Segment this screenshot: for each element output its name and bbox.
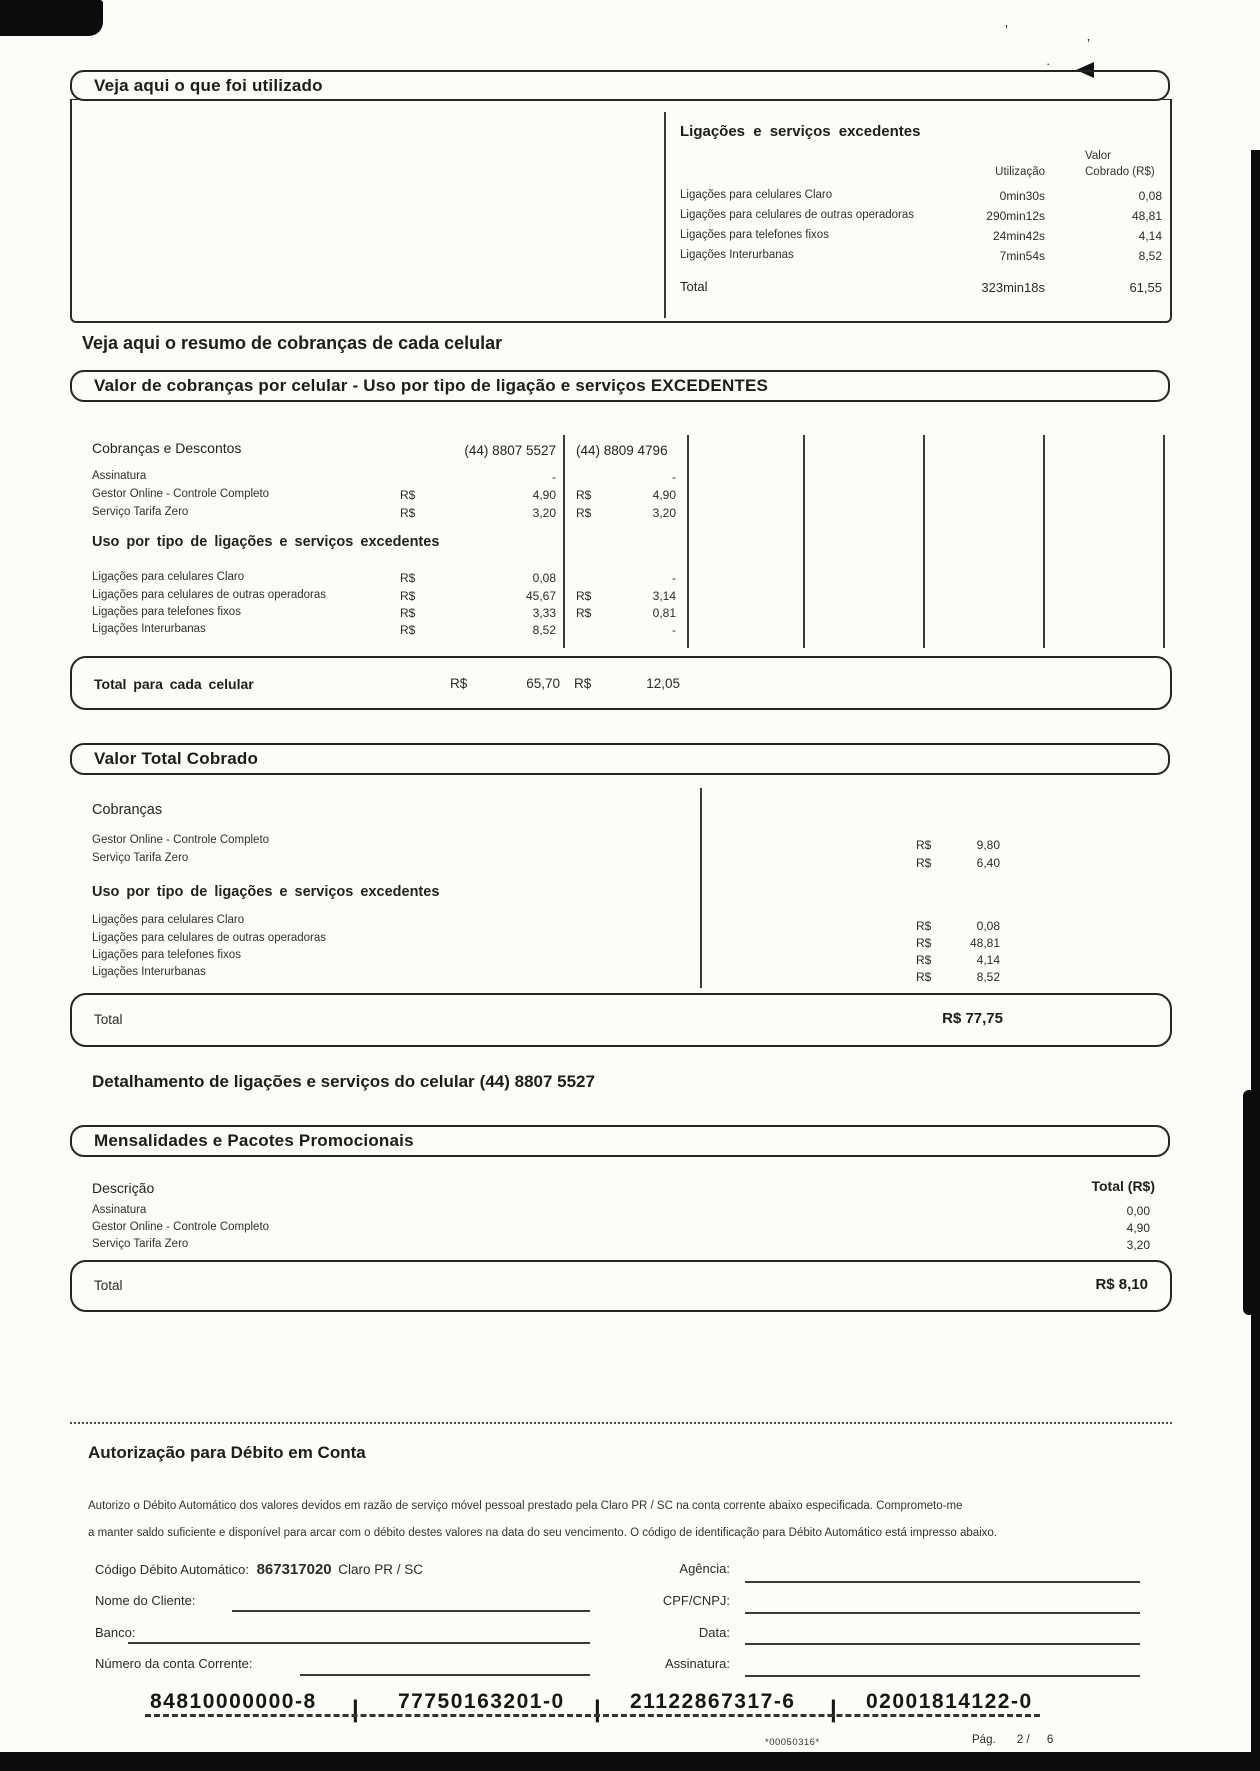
- scan-speck-3: ·: [1046, 56, 1051, 71]
- table-row-label: Serviço Tarifa Zero: [92, 852, 189, 864]
- section-utilizado-tab: [70, 70, 1170, 101]
- cobrancas-heading: Cobranças: [92, 802, 163, 818]
- cobrancas-descontos-label: Cobranças e Descontos: [92, 440, 242, 456]
- codigo-debito-label: Código Débito Automático:: [95, 1562, 249, 1577]
- row-currency: R$: [916, 919, 932, 933]
- descricao-col-header: Descrição: [92, 1180, 155, 1196]
- footer-page-indicator: [972, 1734, 1053, 1746]
- table-row-uso: 24min42s: [992, 229, 1045, 243]
- section-utilizado-title: Veja aqui o que foi utilizado: [94, 75, 323, 95]
- row-value: 4,90: [1126, 1221, 1150, 1235]
- row-c2-value: 3,20: [652, 506, 676, 520]
- excedentes-total-label: Total: [680, 279, 708, 294]
- barcode-group-3: 21122867317-6: [630, 1690, 796, 1713]
- row-value: 8,52: [976, 970, 1000, 984]
- valor-total-box: [70, 993, 1172, 1047]
- row-c2-value: 3,14: [652, 589, 676, 603]
- total-rs-col-header: Total (R$): [1091, 1178, 1155, 1194]
- barcode-separator: |: [594, 1696, 601, 1723]
- table-row-label: Ligações Interurbanas: [92, 966, 206, 978]
- row-value: 4,14: [976, 953, 1000, 967]
- footer-page-label: Pág.: [972, 1734, 996, 1746]
- table-row-uso: 7min54s: [999, 249, 1045, 263]
- cpf-cnpj-line: [745, 1612, 1140, 1614]
- codigo-debito-value: 867317020: [256, 1561, 332, 1578]
- excedentes-table-title: Ligações e serviços excedentes: [680, 123, 921, 140]
- section-mensalidades-tab: [70, 1125, 1170, 1157]
- table-row-label: Ligações para celulares Claro: [92, 571, 245, 583]
- barcode-group-2: 77750163201-0: [398, 1690, 565, 1713]
- scan-artifact-bottom-bar: [0, 1752, 1260, 1771]
- assinatura-label: Assinatura:: [664, 1656, 730, 1671]
- table-row-valor: 8,52: [1138, 249, 1162, 263]
- row-c1-value: 0,08: [532, 571, 556, 585]
- codigo-debito-row: [95, 1561, 423, 1578]
- resumo-heading: Veja aqui o resumo de cobranças de cada celular: [82, 333, 503, 353]
- section-cobrancas-title: Valor de cobranças por celular - Uso por tipo de ligação e serviços EXCEDENTES: [94, 376, 769, 395]
- col-divider-3: [803, 435, 805, 648]
- row-c1-value: 8,52: [532, 623, 556, 637]
- agencia-label: Agência:: [679, 1561, 730, 1576]
- table-row-valor: 48,81: [1131, 209, 1162, 223]
- col-valor-line1: Valor: [1085, 150, 1111, 162]
- banco-label: Banco:: [95, 1625, 136, 1640]
- table-row-label: Ligações Interurbanas: [680, 249, 794, 261]
- table-row-label: Serviço Tarifa Zero: [92, 1238, 189, 1250]
- table-row-label: Ligações para celulares de outras operadoras: [680, 209, 914, 221]
- uso-subheading: Uso por tipo de ligações e serviços excedentes: [92, 884, 440, 900]
- table-row-valor: 0,08: [1138, 189, 1162, 203]
- nome-cliente-line: [232, 1610, 590, 1612]
- barcode-dashed-underline: [145, 1714, 1040, 1717]
- excedentes-total-valor: 61,55: [1129, 280, 1162, 295]
- table-row-uso: 290min12s: [986, 209, 1045, 223]
- table-row-label: Ligações para telefones fixos: [92, 606, 241, 618]
- row-currency: R$: [916, 970, 932, 984]
- row-c1-value: 3,20: [532, 506, 556, 520]
- data-line: [745, 1643, 1140, 1645]
- section-mensalidades-title: Mensalidades e Pacotes Promocionais: [94, 1131, 414, 1150]
- debito-paragraph-line2: a manter saldo suficiente e disponível para arcar com o débito destes valores na data do seu vencimento. O código de identificação para Débito Automático está impresso abaixo.: [88, 1527, 998, 1539]
- row-c1-currency: R$: [400, 623, 416, 637]
- footer-page-current: 2 /: [1016, 1734, 1030, 1746]
- barcode-group-4: 02001814122-0: [866, 1690, 1033, 1713]
- total-por-celular-box: [70, 656, 1172, 710]
- total-c1-value: 65,70: [526, 676, 560, 691]
- row-currency: R$: [916, 953, 932, 967]
- row-c1-currency: R$: [400, 571, 416, 585]
- footer-page-total: 6: [1046, 1734, 1054, 1746]
- row-c1-value: -: [552, 470, 556, 484]
- row-value: 3,20: [1126, 1238, 1150, 1252]
- scan-artifact-right-strip: [1251, 150, 1260, 1755]
- row-c2-value: -: [672, 470, 676, 484]
- row-c1-currency: R$: [400, 606, 416, 620]
- cpf-cnpj-label: CPF/CNPJ:: [662, 1593, 730, 1608]
- valor-total-divider: [700, 788, 702, 988]
- table-row-label: Ligações para celulares de outras operadoras: [92, 932, 326, 944]
- debito-heading: Autorização para Débito em Conta: [88, 1443, 366, 1462]
- table-row-label: Gestor Online - Controle Completo: [92, 1221, 270, 1233]
- phone1-header: (44) 8807 5527: [464, 443, 556, 458]
- table-row-label: Ligações Interurbanas: [92, 623, 206, 635]
- valor-total-label: Total: [94, 1012, 123, 1027]
- row-value: 9,80: [976, 838, 1000, 852]
- conta-corrente-line: [300, 1674, 590, 1676]
- scan-speck-1: ’: [1005, 22, 1008, 37]
- table-row-label: Ligações para celulares Claro: [680, 189, 833, 201]
- col-divider-2: [687, 435, 689, 648]
- codigo-debito-suffix: Claro PR / SC: [338, 1562, 424, 1577]
- col-divider-1: [563, 435, 565, 648]
- excedentes-total-uso: 323min18s: [981, 280, 1045, 295]
- row-value: 6,40: [976, 856, 1000, 870]
- total-c2-value: 12,05: [646, 676, 680, 691]
- col-divider-5: [1043, 435, 1045, 648]
- row-c2-currency: R$: [576, 506, 592, 520]
- row-c1-value: 4,90: [532, 488, 556, 502]
- table-row-label: Assinatura: [92, 470, 147, 482]
- row-value: 0,00: [1126, 1204, 1150, 1218]
- conta-corrente-label: Número da conta Corrente:: [95, 1656, 253, 1671]
- scan-artifact-right-blob: [1243, 1090, 1260, 1315]
- mensalidades-total-box: [70, 1260, 1172, 1312]
- row-c2-value: -: [672, 571, 676, 585]
- total-por-celular-label: Total para cada celular: [94, 676, 254, 692]
- total-c2-currency: R$: [574, 676, 592, 691]
- scan-speck-2: ’: [1087, 36, 1090, 51]
- row-c1-currency: R$: [400, 488, 416, 502]
- table-row-label: Gestor Online - Controle Completo: [92, 488, 270, 500]
- footer-doc-code: *00050316*: [765, 1737, 820, 1748]
- row-c1-value: 45,67: [525, 589, 556, 603]
- valor-total-value: R$ 77,75: [942, 1010, 1003, 1027]
- row-currency: R$: [916, 838, 932, 852]
- dotted-separator: [70, 1422, 1172, 1424]
- row-currency: R$: [916, 936, 932, 950]
- table-row-label: Ligações para telefones fixos: [92, 949, 241, 961]
- row-c2-currency: R$: [576, 606, 592, 620]
- row-value: 0,08: [976, 919, 1000, 933]
- col-utilizacao: Utilização: [995, 166, 1045, 178]
- table-row-label: Gestor Online - Controle Completo: [92, 834, 270, 846]
- row-c1-value: 3,33: [532, 606, 556, 620]
- detalhamento-phone: (44) 8807 5527: [479, 1072, 595, 1091]
- banco-line: [128, 1642, 590, 1644]
- row-c2-currency: R$: [576, 589, 592, 603]
- row-c2-value: 4,90: [652, 488, 676, 502]
- col-divider-6: [1163, 435, 1165, 648]
- detalhamento-heading-text: Detalhamento de ligações e serviços do celular: [92, 1072, 475, 1091]
- phone2-header: (44) 8809 4796: [576, 443, 668, 458]
- table-row-label: Ligações para celulares Claro: [92, 914, 245, 926]
- barcode-separator: |: [830, 1696, 837, 1723]
- mensalidades-total-label: Total: [94, 1278, 123, 1293]
- table-row-label: Serviço Tarifa Zero: [92, 506, 189, 518]
- debito-paragraph-line1: Autorizo o Débito Automático dos valores devidos em razão de serviço móvel pessoal prestado pela Claro PR / SC na conta corrente abaixo especificada. Comprometo-me: [88, 1500, 963, 1512]
- row-c1-currency: R$: [400, 589, 416, 603]
- barcode-group-1: 84810000000-8: [150, 1690, 317, 1713]
- table-row-label: Ligações para telefones fixos: [680, 229, 829, 241]
- scan-artifact-topleft: [0, 0, 103, 36]
- section-valor-total-title: Valor Total Cobrado: [94, 749, 259, 768]
- col-valor-line2: Cobrado (R$): [1085, 166, 1155, 178]
- table-row-valor: 4,14: [1138, 229, 1162, 243]
- mensalidades-total-value: R$ 8,10: [1095, 1276, 1148, 1293]
- section-valor-total-tab: [70, 743, 1170, 775]
- col-divider-4: [923, 435, 925, 648]
- row-value: 48,81: [969, 936, 1000, 950]
- uso-subheading: Uso por tipo de ligações e serviços excedentes: [92, 534, 440, 550]
- section-cobrancas-tab: [70, 370, 1170, 402]
- row-c2-value: 0,81: [652, 606, 676, 620]
- table-row-uso: 0min30s: [999, 189, 1045, 203]
- total-c1-currency: R$: [450, 676, 468, 691]
- assinatura-line: [745, 1675, 1140, 1677]
- data-label: Data:: [698, 1625, 730, 1640]
- row-c2-value: -: [672, 623, 676, 637]
- table-row-label: Assinatura: [92, 1204, 147, 1216]
- barcode-separator: |: [352, 1696, 359, 1723]
- row-c2-currency: R$: [576, 488, 592, 502]
- utilizado-divider: [664, 112, 666, 318]
- agencia-line: [745, 1581, 1140, 1583]
- row-c1-currency: R$: [400, 506, 416, 520]
- table-row-label: Ligações para celulares de outras operadoras: [92, 589, 326, 601]
- detalhamento-heading: [92, 1072, 595, 1092]
- row-currency: R$: [916, 856, 932, 870]
- nome-cliente-label: Nome do Cliente:: [95, 1593, 196, 1608]
